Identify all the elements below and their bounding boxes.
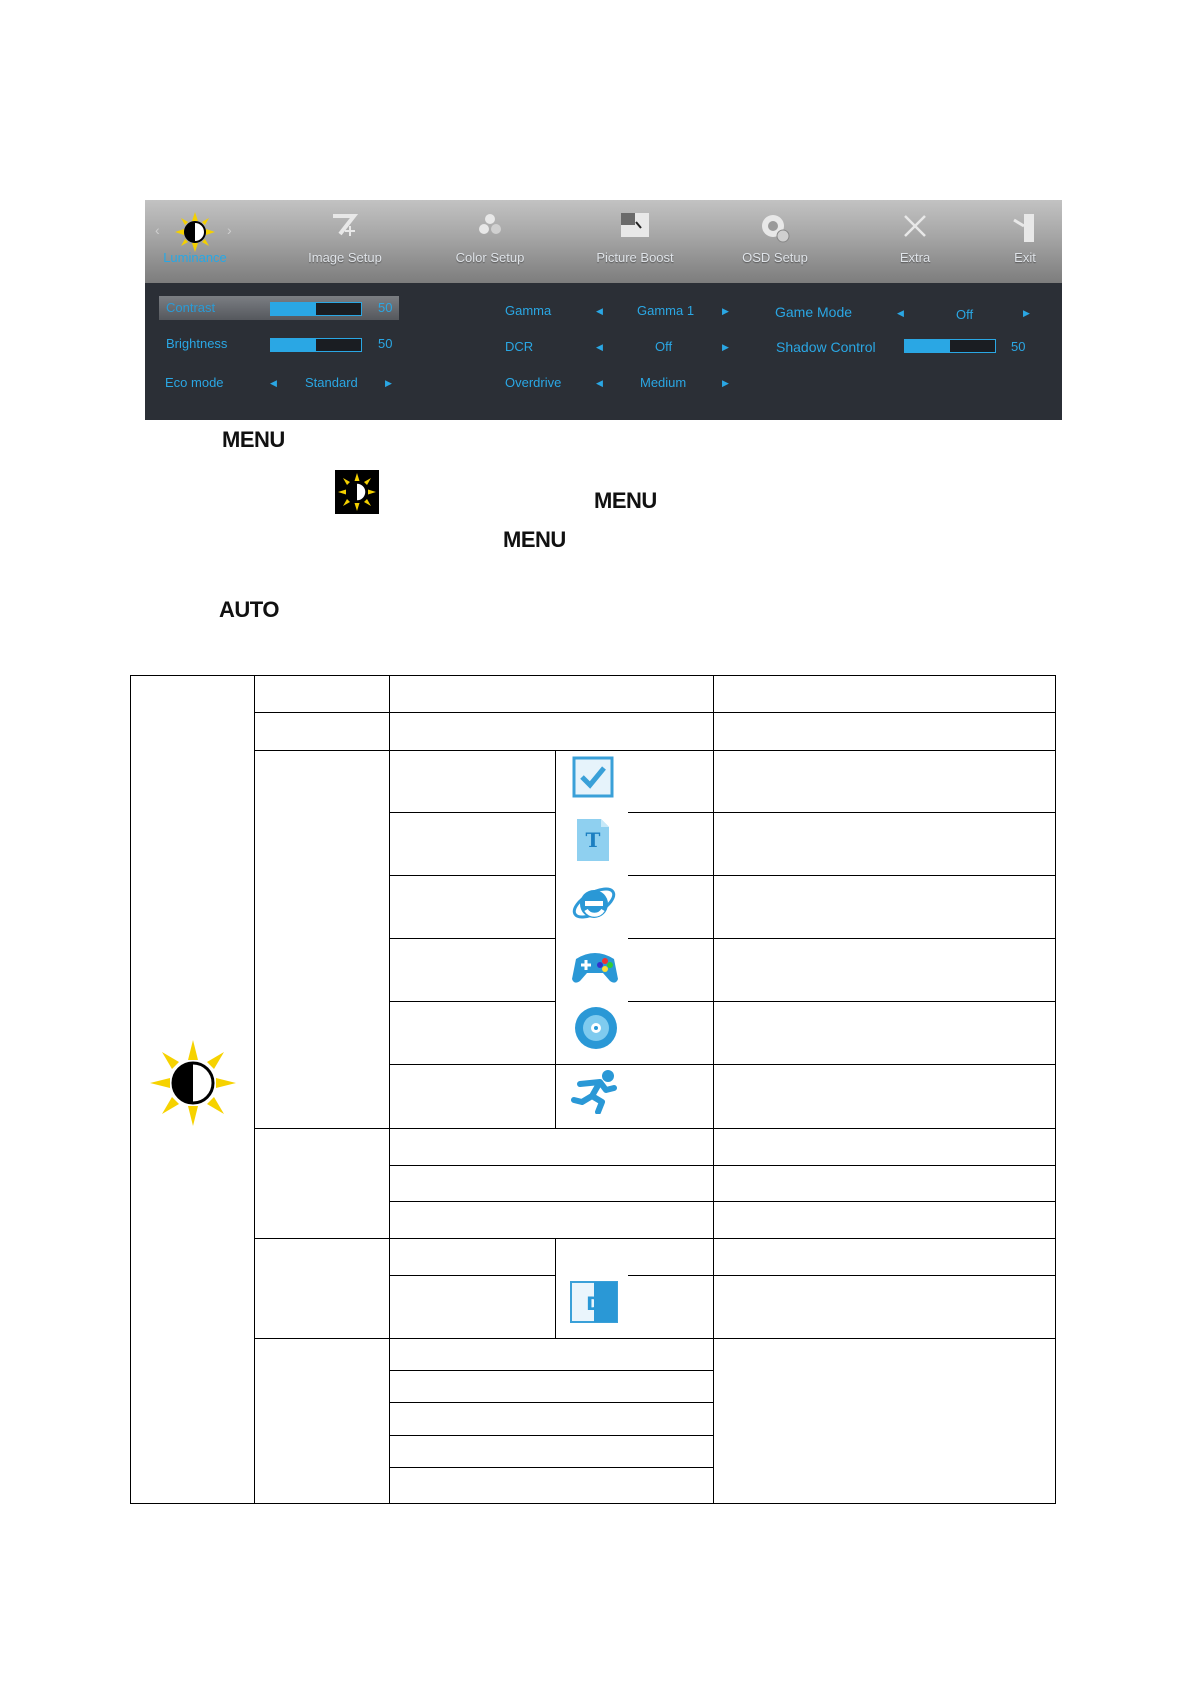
arrow-right-icon[interactable]: ▶ bbox=[722, 378, 729, 388]
arrow-left-icon[interactable]: ◀ bbox=[270, 378, 277, 388]
row-divider bbox=[628, 875, 1056, 876]
row-divider bbox=[628, 938, 1056, 939]
arrow-left-icon[interactable]: ◀ bbox=[897, 308, 904, 318]
column-divider bbox=[389, 675, 390, 1504]
tab-label: Exit bbox=[1014, 250, 1036, 265]
svg-text:D: D bbox=[586, 1293, 602, 1315]
row-divider bbox=[254, 1128, 1056, 1129]
row-divider bbox=[389, 1275, 556, 1276]
brightness-value: 50 bbox=[378, 336, 393, 351]
table-border bbox=[130, 675, 1056, 676]
svg-text:T: T bbox=[585, 828, 601, 852]
tab-extra[interactable] bbox=[865, 200, 965, 283]
tab-label: Image Setup bbox=[308, 250, 382, 265]
row-divider bbox=[254, 750, 1056, 751]
arrow-right-icon[interactable]: ▶ bbox=[722, 342, 729, 352]
row-divider bbox=[389, 1402, 714, 1403]
contrast-label[interactable]: Contrast bbox=[166, 300, 216, 315]
row-divider bbox=[389, 1435, 714, 1436]
tab-label: Picture Boost bbox=[596, 250, 674, 265]
arrow-right-icon[interactable]: ▶ bbox=[722, 306, 729, 316]
menu-keyword: MENU bbox=[503, 527, 566, 552]
gamma-value: Gamma 1 bbox=[637, 303, 695, 318]
game-mode-value: Off bbox=[956, 307, 974, 322]
brightness-label[interactable]: Brightness bbox=[166, 336, 228, 351]
row-divider bbox=[389, 812, 556, 813]
row-divider bbox=[389, 1467, 714, 1468]
row-divider bbox=[389, 938, 556, 939]
auto-keyword: AUTO bbox=[219, 597, 279, 622]
contrast-value: 50 bbox=[378, 300, 393, 315]
tab-label: Luminance bbox=[163, 250, 227, 265]
row-divider bbox=[254, 1238, 1056, 1239]
contrast-bar[interactable] bbox=[270, 302, 362, 316]
eco-mode-label[interactable]: Eco mode bbox=[165, 375, 224, 390]
tab-exit[interactable] bbox=[990, 200, 1060, 283]
row-divider bbox=[389, 1001, 556, 1002]
row-divider bbox=[628, 812, 1056, 813]
chevron-right-icon: › bbox=[227, 222, 232, 238]
column-divider bbox=[555, 1238, 556, 1338]
menu-keyword: MENU bbox=[594, 488, 657, 513]
brightness-bar[interactable] bbox=[270, 338, 362, 352]
tab-picture-boost[interactable] bbox=[570, 200, 700, 283]
osd-settings-panel bbox=[145, 283, 1062, 420]
tab-luminance[interactable] bbox=[145, 200, 245, 283]
image-setup-icon bbox=[330, 212, 360, 245]
tab-image-setup[interactable] bbox=[285, 200, 405, 283]
row-divider bbox=[389, 1064, 1056, 1065]
osd-setup-icon bbox=[759, 212, 791, 249]
text-icon bbox=[573, 817, 613, 868]
standard-icon bbox=[571, 755, 615, 804]
eco-mode-value: Standard bbox=[305, 375, 358, 390]
table-border bbox=[1055, 675, 1056, 1504]
brightness-icon bbox=[335, 470, 379, 514]
brightness-icon bbox=[150, 1040, 236, 1131]
osd-tab-bar bbox=[145, 200, 1062, 283]
overdrive-label[interactable]: Overdrive bbox=[505, 375, 562, 390]
tab-label: Color Setup bbox=[455, 250, 525, 265]
row-divider bbox=[628, 1001, 1056, 1002]
luminance-table bbox=[130, 675, 1056, 1504]
column-divider bbox=[254, 675, 255, 1504]
shadow-control-value: 50 bbox=[1011, 339, 1026, 354]
column-divider bbox=[713, 675, 714, 1504]
column-divider bbox=[555, 750, 556, 1128]
row-divider bbox=[389, 1370, 714, 1371]
arrow-left-icon[interactable]: ◀ bbox=[596, 378, 603, 388]
tab-color-setup[interactable] bbox=[430, 200, 550, 283]
table-border bbox=[130, 1503, 1056, 1504]
sports-icon bbox=[570, 1068, 620, 1119]
menu-keyword: MENU bbox=[222, 427, 285, 452]
arrow-right-icon[interactable]: ▶ bbox=[1023, 308, 1030, 318]
movie-icon bbox=[573, 1005, 619, 1056]
row-divider bbox=[389, 875, 556, 876]
shadow-control-bar[interactable] bbox=[904, 339, 996, 353]
row-divider bbox=[628, 1275, 1056, 1276]
row-divider bbox=[389, 1201, 1056, 1202]
table-border bbox=[130, 675, 131, 1504]
row-divider bbox=[254, 1338, 1056, 1339]
dcr-icon bbox=[569, 1280, 619, 1329]
gamma-label[interactable]: Gamma bbox=[505, 303, 552, 318]
dcr-value: Off bbox=[655, 339, 673, 354]
exit-icon bbox=[1012, 212, 1038, 249]
chevron-left-icon: ‹ bbox=[155, 222, 160, 238]
extra-icon bbox=[901, 212, 929, 245]
shadow-control-label[interactable]: Shadow Control bbox=[776, 339, 876, 355]
osd-menu bbox=[145, 200, 1062, 420]
arrow-left-icon[interactable]: ◀ bbox=[596, 306, 603, 316]
tab-label: Extra bbox=[899, 250, 931, 265]
tab-label: OSD Setup bbox=[742, 250, 808, 265]
row-divider bbox=[389, 1165, 1056, 1166]
arrow-left-icon[interactable]: ◀ bbox=[596, 342, 603, 352]
arrow-right-icon[interactable]: ▶ bbox=[385, 378, 392, 388]
tab-osd-setup[interactable] bbox=[715, 200, 835, 283]
internet-icon bbox=[570, 879, 618, 932]
row-divider bbox=[254, 712, 1056, 713]
dcr-label[interactable]: DCR bbox=[505, 339, 534, 354]
picture-boost-icon bbox=[620, 212, 650, 243]
game-icon bbox=[570, 941, 620, 992]
color-setup-icon bbox=[477, 212, 503, 243]
game-mode-label[interactable]: Game Mode bbox=[775, 304, 853, 320]
overdrive-value: Medium bbox=[640, 375, 687, 390]
